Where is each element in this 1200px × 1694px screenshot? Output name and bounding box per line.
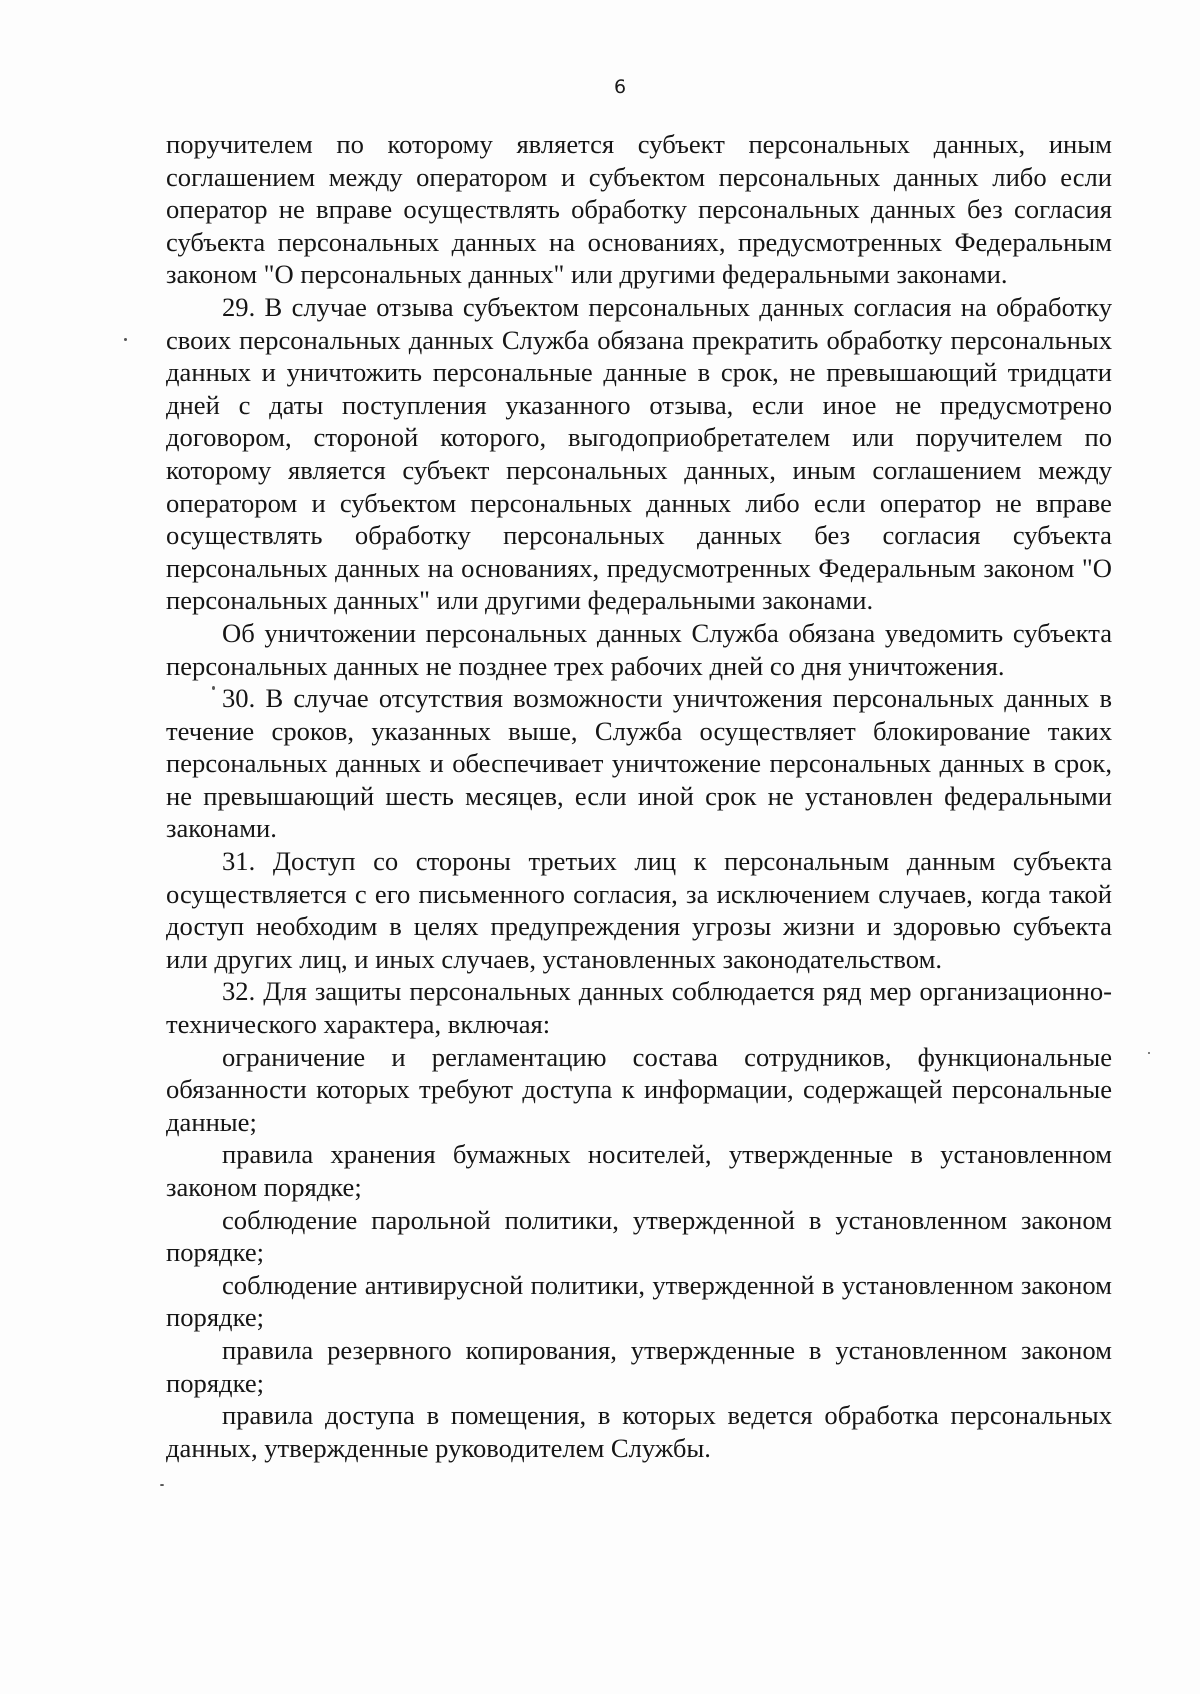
- measure-item: соблюдение парольной политики, утвержденной в установленном законом порядке;: [166, 1204, 1112, 1268]
- paragraph-continuation: поручителем по которому является субъект персональных данных, иным соглашением между оператором и субъектом персональных данных либо если оператор не вправе осуществлять обработку персональных данных без согласия субъекта персональных данных на основаниях, предусмотренных Федеральным законом "О персональных данных" или другими федеральными законами.: [166, 129, 1112, 290]
- paragraph-destruction-notice: Об уничтожении персональных данных Служба обязана уведомить субъекта персональных данных не позднее трех рабочих дней со дня уничтожения.: [166, 617, 1112, 681]
- scan-speck: [212, 686, 215, 690]
- paragraph-32: 32. Для защиты персональных данных соблюдается ряд мер организационно-технического характера, включая:: [166, 976, 1112, 1040]
- paragraph-31: 31. Доступ со стороны третьих лиц к персональным данным субъекта осуществляется с его письменного согласия, за исключением случаев, когда такой доступ необходим в целях предупреждения угрозы жизни и здоровью субъекта или других лиц, и иных случаев, установленных законодательством.: [166, 846, 1112, 974]
- measure-item: правила хранения бумажных носителей, утвержденные в установленном законом порядке;: [166, 1139, 1112, 1202]
- scan-speck: [124, 338, 127, 341]
- measure-item: правила доступа в помещения, в которых ведется обработка персональных данных, утвержденные руководителем Службы.: [166, 1400, 1112, 1463]
- scan-speck: [1148, 1052, 1150, 1054]
- page-number: 6: [613, 76, 627, 98]
- scan-speck: [160, 1484, 164, 1486]
- measure-item: соблюдение антивирусной политики, утвержденной в установленном законом порядке;: [166, 1269, 1112, 1333]
- measure-item: правила резервного копирования, утвержденные в установленном законом порядке;: [166, 1334, 1112, 1398]
- paragraph-29: 29. В случае отзыва субъектом персональных данных согласия на обработку своих персональных данных Служба обязана прекратить обработку персональных данных и уничтожить персональные данные в срок, не превышающий тридцати дней с даты поступления указанного отзыва, если иное не предусмотрено договором, стороной которого, выгодоприобретателем или поручителем по которому является субъект персональных данных, иным соглашением между оператором и субъектом персональных данных либо если оператор не вправе осуществлять обработку персональных данных без согласия субъекта персональных данных на основаниях, предусмотренных Федеральным законом "О персональных данных" или другими федеральными законами.: [166, 291, 1112, 616]
- document-body: [166, 128, 1112, 1464]
- measure-item: ограничение и регламентацию состава сотрудников, функциональные обязанности которых требуют доступа к информации, содержащей персональные данные;: [166, 1041, 1112, 1137]
- paragraph-30: 30. В случае отсутствия возможности уничтожения персональных данных в течение сроков, указанных выше, Служба осуществляет блокирование таких персональных данных и обеспечивает уничтожение персональных данных в срок, не превышающий шесть месяцев, если иной срок не установлен федеральными законами.: [166, 683, 1112, 844]
